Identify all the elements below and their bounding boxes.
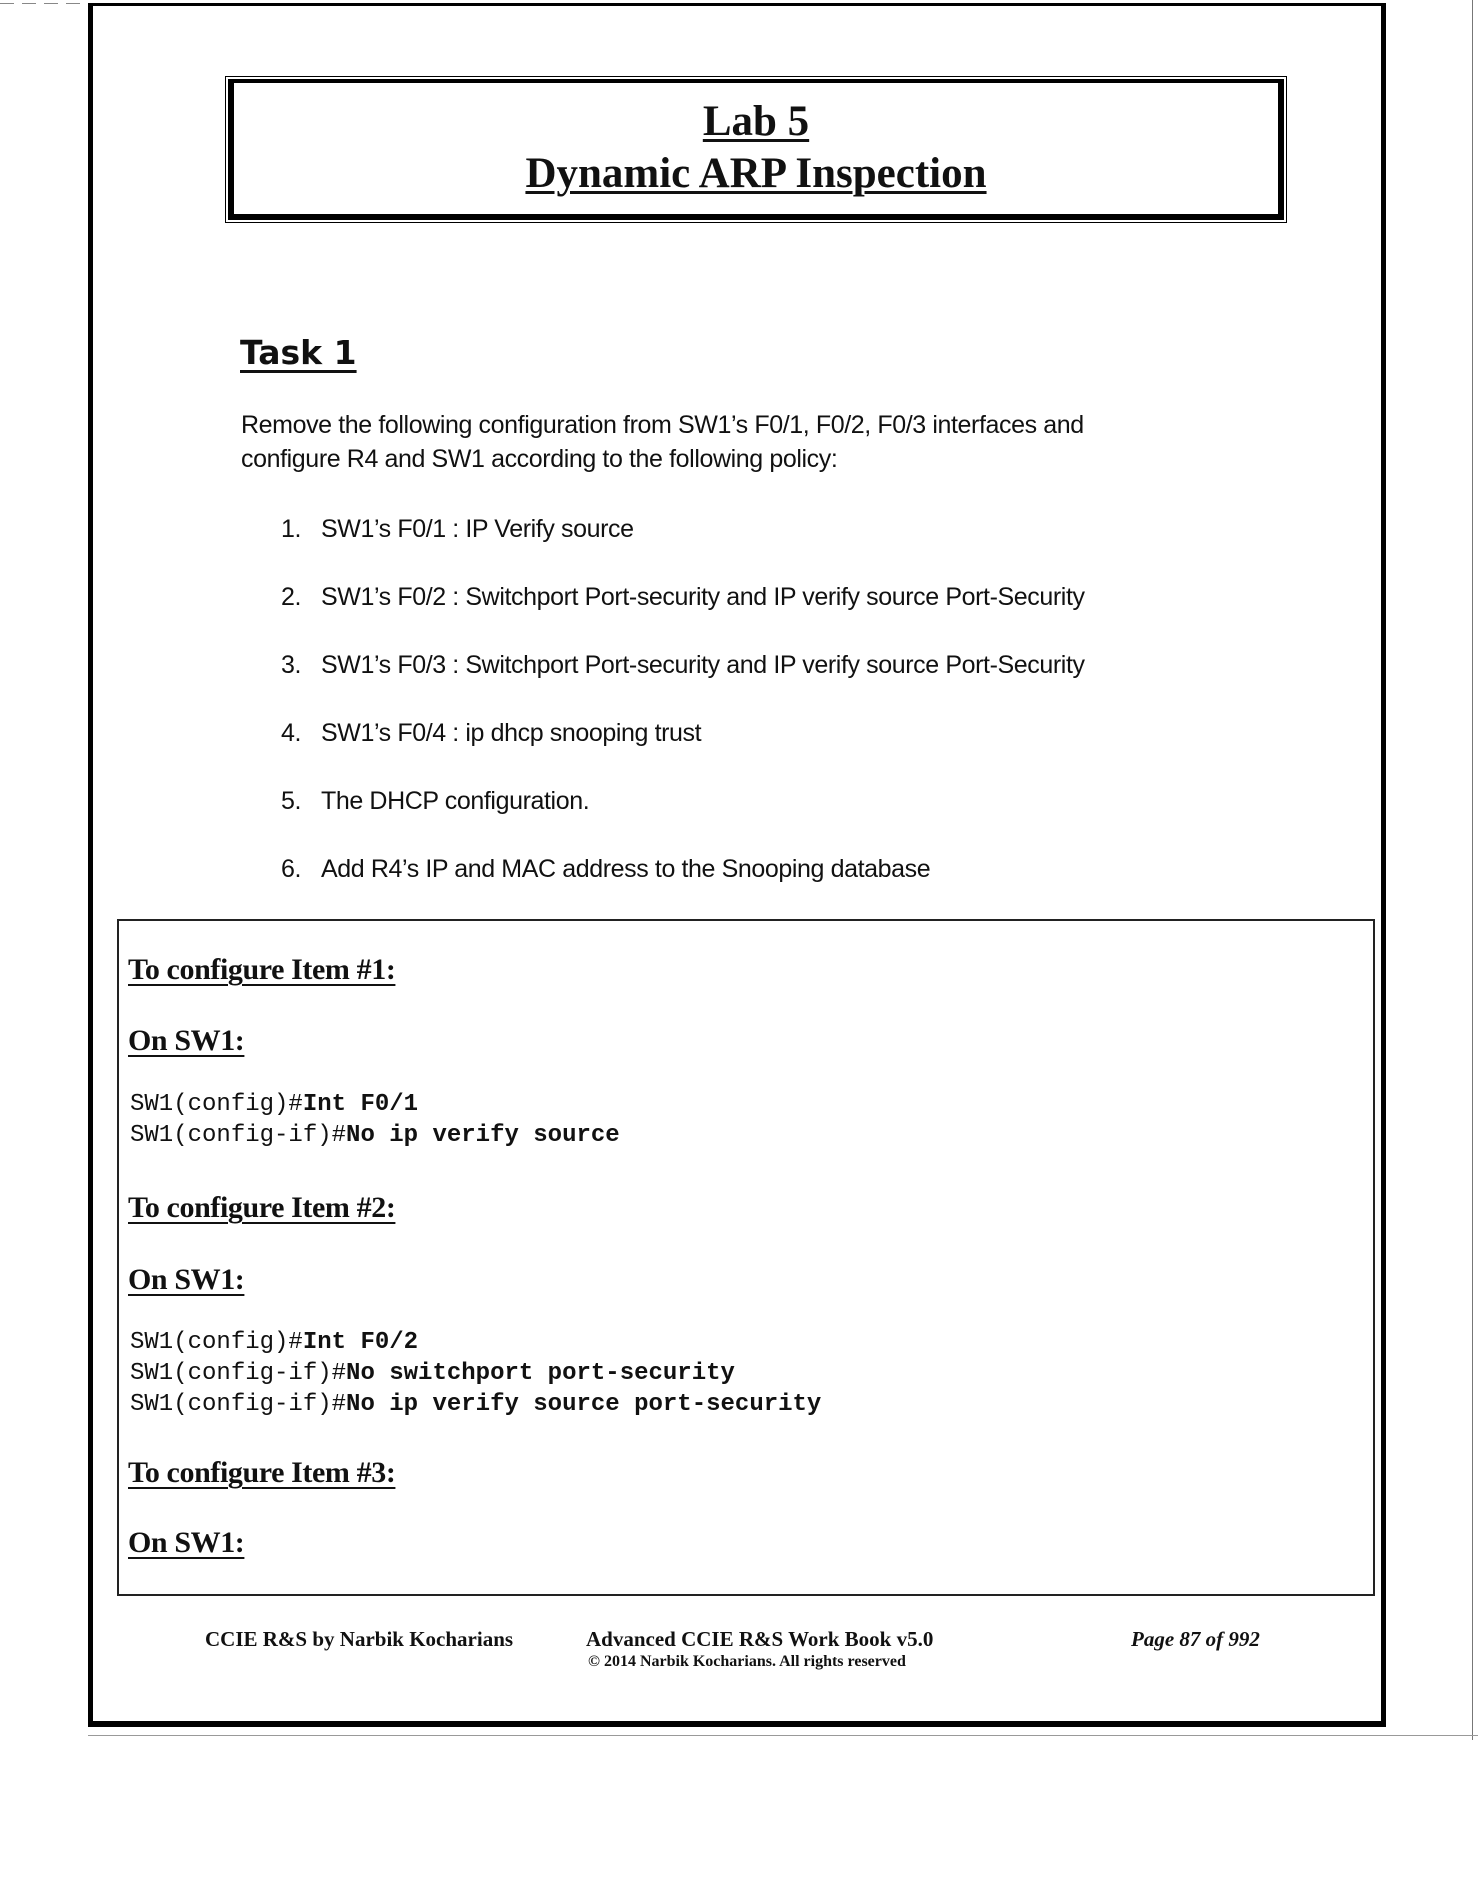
config-device-heading: On SW1: — [128, 1526, 245, 1559]
lab-title-line — [234, 149, 1278, 199]
cli-line — [130, 1390, 821, 1420]
config-device-heading: On SW1: — [128, 1263, 245, 1296]
scan-edge-line-bottom — [88, 1735, 1478, 1736]
cli-prompt: SW1(config)# — [130, 1091, 303, 1118]
cli-prompt: SW1(config)# — [130, 1329, 303, 1356]
cli-command: Int F0/1 — [302, 1091, 419, 1118]
cli-line — [130, 1359, 735, 1389]
policy-item-text: SW1’s F0/4 : ip dhcp snooping trust — [321, 719, 702, 747]
cli-prompt: SW1(config-if)# — [130, 1122, 347, 1149]
policy-item-text: Add R4’s IP and MAC address to the Snooping database — [321, 855, 931, 883]
policy-item — [281, 852, 930, 886]
policy-item — [281, 648, 1085, 682]
lab-number: Lab 5 — [702, 98, 810, 145]
cli-command: No ip verify source — [346, 1122, 620, 1149]
policy-item-number: 5. — [281, 787, 302, 815]
cli-command: No switchport port-security — [346, 1360, 735, 1387]
policy-item-text: The DHCP configuration. — [321, 787, 590, 815]
policy-item — [281, 580, 1085, 614]
title-box-inner — [228, 79, 1284, 220]
cli-line — [130, 1121, 620, 1151]
scan-artifact-top — [0, 3, 80, 4]
lab-number-line — [234, 97, 1278, 147]
config-item-heading: To configure Item #1: — [128, 953, 396, 986]
config-solution-box — [117, 919, 1375, 1596]
config-item-heading: To configure Item #3: — [128, 1456, 396, 1489]
policy-item — [281, 784, 589, 818]
task-heading: Task 1 — [240, 333, 357, 372]
config-device-heading: On SW1: — [128, 1024, 245, 1057]
policy-item-number: 2. — [281, 583, 302, 611]
cli-prompt: SW1(config-if)# — [130, 1360, 347, 1387]
cli-line — [130, 1090, 418, 1120]
cli-command: No ip verify source port-security — [346, 1391, 822, 1418]
cli-line — [130, 1328, 418, 1358]
config-item-heading: To configure Item #2: — [128, 1191, 396, 1224]
policy-item-text: SW1’s F0/2 : Switchport Port-security and IP verify source Port-Security — [321, 583, 1085, 611]
lab-title: Dynamic ARP Inspection — [525, 150, 987, 197]
policy-item-text: SW1’s F0/3 : Switchport Port-security and IP verify source Port-Security — [321, 651, 1085, 679]
page-number: Page 87 of 992 — [1131, 1627, 1260, 1651]
policy-item-number: 4. — [281, 719, 302, 747]
cli-prompt: SW1(config-if)# — [130, 1391, 347, 1418]
task-intro: Remove the following configuration from SW1’s F0/1, F0/2, F0/3 interfaces and — [241, 411, 1084, 439]
policy-item-number: 1. — [281, 515, 302, 543]
footer-book-title: Advanced CCIE R&S Work Book v5.0 — [586, 1627, 934, 1651]
policy-item-text: SW1’s F0/1 : IP Verify source — [321, 515, 634, 543]
policy-item-number: 3. — [281, 651, 302, 679]
policy-item — [281, 512, 634, 546]
policy-item-number: 6. — [281, 855, 302, 883]
cli-command: Int F0/2 — [302, 1329, 419, 1356]
footer-copyright: © 2014 Narbik Kocharians. All rights reserved — [588, 1653, 906, 1670]
title-box — [225, 76, 1287, 223]
task-intro-continued: configure R4 and SW1 according to the following policy: — [241, 445, 838, 473]
scan-edge-line — [1472, 0, 1473, 1740]
footer-author: CCIE R&S by Narbik Kocharians — [205, 1627, 514, 1651]
policy-item — [281, 716, 701, 750]
